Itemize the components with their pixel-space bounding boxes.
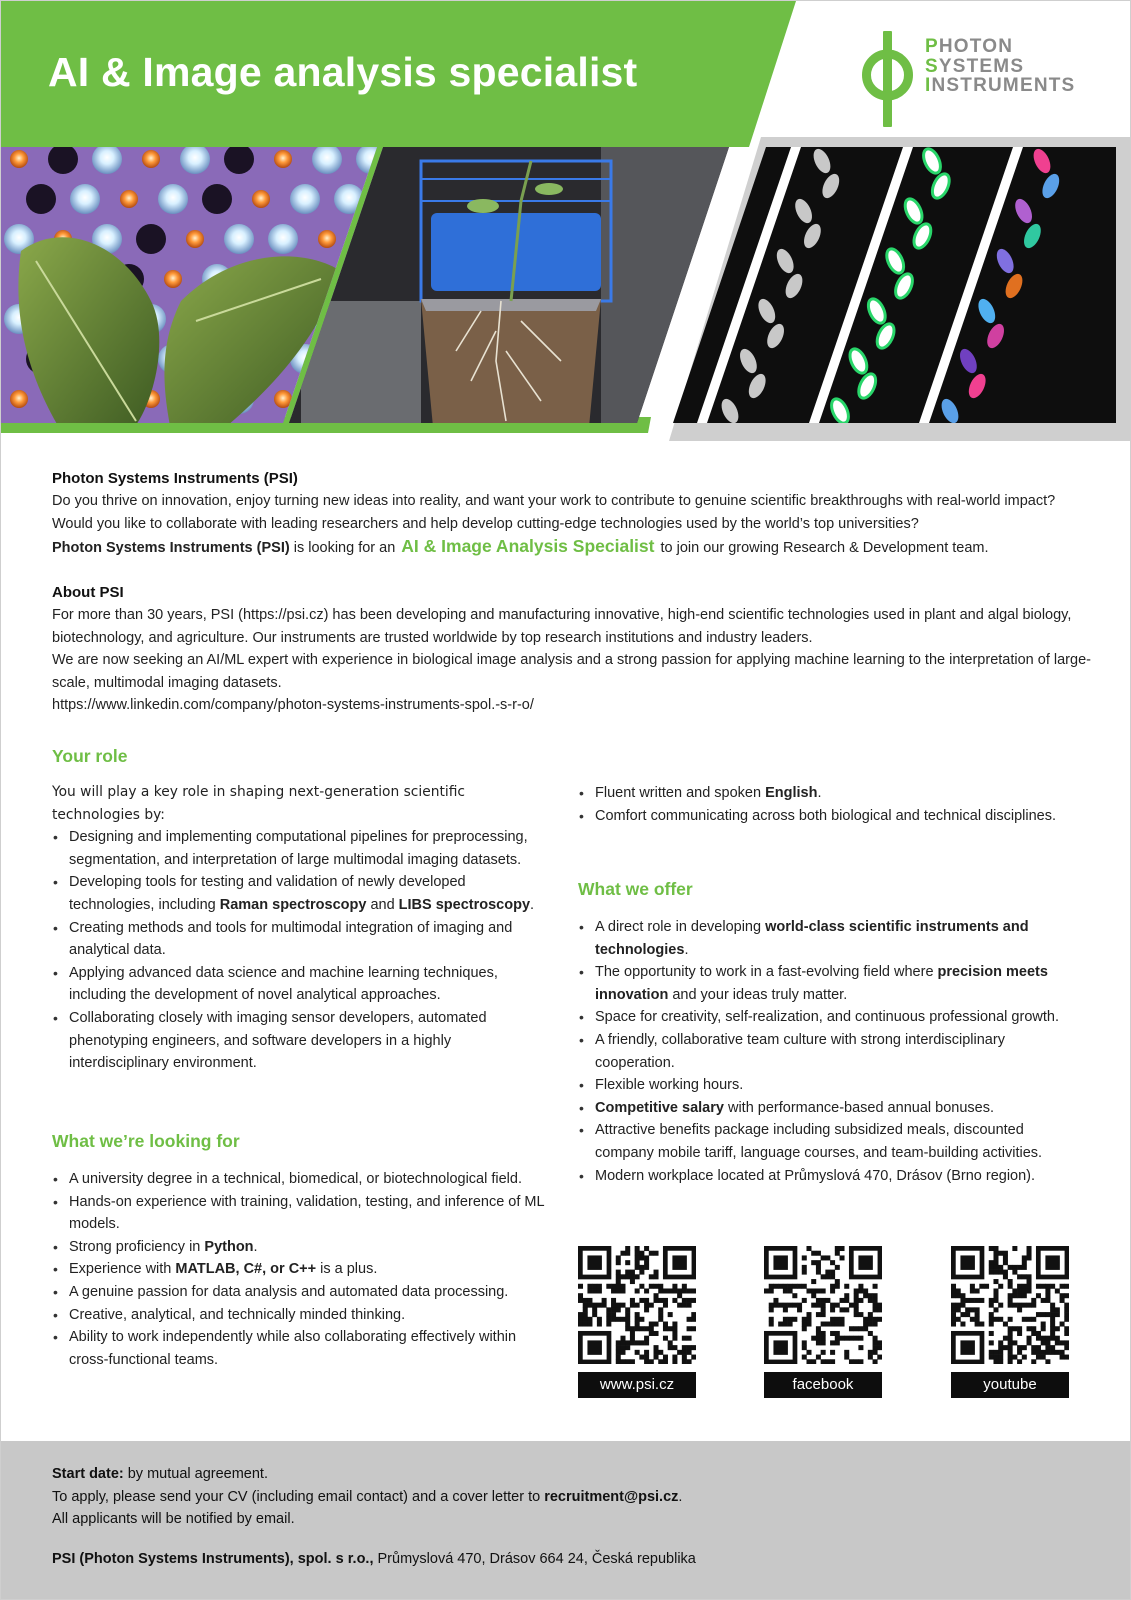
role-section: [52, 781, 552, 1075]
about-paragraph: For more than 30 years, PSI (https://psi.cz) has been developing and manufacturing innovative, high-end scientific technologies used in plant and algal biology, biotechnology, and agriculture. Our instruments are trusted worldwide by top research institutions and industry leaders.: [52, 607, 1072, 646]
address-text: Průmyslová 470, Drásov 664 24, Česká republika: [373, 1551, 696, 1567]
item-text: Applying advanced data science and machine learning techniques, including the development of novel analytical approaches.: [69, 964, 498, 1004]
list-item: [52, 1236, 552, 1259]
logo-initial: S: [925, 55, 939, 77]
item-text: Comfort communicating across both biological and technical disciplines.: [595, 807, 1057, 824]
offer-section: [578, 916, 1078, 1187]
item-text: The opportunity to work in a fast-evolving field where: [595, 964, 938, 981]
start-date-line: [52, 1463, 682, 1486]
item-text: Experience with: [69, 1261, 176, 1278]
logo-word: YSTEMS: [938, 55, 1025, 77]
list-item: [52, 1007, 552, 1075]
logo-word: HOTON: [938, 36, 1014, 57]
bold-text: Python: [204, 1238, 254, 1255]
item-text: and: [366, 896, 399, 913]
list-item: [52, 1191, 552, 1236]
list-item: [578, 782, 1078, 805]
item-text: A university degree in a technical, biomedical, or biotechnological field.: [69, 1171, 522, 1187]
bold-text: Raman spectroscopy: [219, 896, 367, 913]
qr-label-youtube: youtube: [951, 1372, 1069, 1398]
list-item: [52, 1281, 552, 1304]
logo-wordmark: [925, 37, 1075, 96]
bold-text: Competitive salary: [595, 1099, 724, 1116]
item-text: Space for creativity, self-realization, and continuous professional growth.: [595, 1009, 1059, 1026]
looking-for-heading: What we’re looking for: [52, 1131, 240, 1151]
apply-line: [52, 1486, 682, 1509]
item-text: Collaborating closely with imaging sensor developers, automated phenotyping engineers, and software developers in a highly interdisciplinary environment.: [69, 1009, 487, 1072]
what-we-offer-heading: What we offer: [578, 879, 693, 899]
qr-facebook[interactable]: [764, 1246, 882, 1398]
list-item: [578, 961, 1078, 1006]
item-text: .: [253, 1238, 258, 1255]
list-item: [52, 962, 552, 1007]
application-info: [52, 1463, 682, 1531]
item-text: with performance-based annual bonuses.: [723, 1099, 994, 1116]
intro-heading: Photon Systems Instruments (PSI): [52, 470, 298, 487]
recruitment-email-link[interactable]: recruitment@psi.cz: [544, 1488, 679, 1505]
company-address: [52, 1551, 696, 1567]
item-text: Attractive benefits package including subsidized meals, discounted company mobile tariff, language courses, and team-building activities.: [595, 1122, 1043, 1161]
looking-for-list: [52, 1168, 552, 1371]
about-heading: About PSI: [52, 584, 124, 601]
list-item: [52, 1168, 552, 1191]
item-text: Creating methods and tools for multimodal integration of imaging and analytical data.: [69, 919, 513, 959]
item-text: Creative, analytical, and technically minded thinking.: [69, 1306, 406, 1323]
qr-code-icon: [764, 1246, 882, 1364]
header: [1, 1, 1131, 441]
qr-code-icon: [951, 1246, 1069, 1364]
footer: [1, 1441, 1131, 1600]
notify-line: All applicants will be notified by email.: [52, 1511, 295, 1528]
item-text: Designing and implementing computational pipelines for preprocessing, segmentation, and interpretation of large multimodal imaging datasets.: [69, 829, 528, 868]
looking-for-list-continued: [578, 782, 1078, 827]
role-lead: You will play a key role in shaping next-generation scientific technologies by:: [52, 784, 465, 823]
qr-label-website: www.psi.cz: [578, 1372, 696, 1398]
start-date-value: by mutual agreement.: [123, 1466, 268, 1482]
list-item: [578, 1074, 1078, 1097]
item-text: Developing tools for testing and validation of newly developed technologies, including: [69, 874, 466, 913]
intro-text: Do you thrive on innovation, enjoy turning new ideas into reality, and want your work to contribute to genuine scientific breakthroughs with real-world impact? Would you like to collaborate with leading researchers and help develop cutting-edge technologies used by the world’s top universities?: [52, 493, 1056, 532]
list-item: [578, 1165, 1078, 1188]
item-text: A direct role in developing: [595, 919, 766, 935]
job-title: AI & Image analysis specialist: [48, 49, 638, 95]
psi-logo: [861, 27, 1081, 125]
about-paragraph: We are now seeking an AI/ML expert with experience in biological image analysis and a strong passion for applying machine learning to the interpretation of large-scale, multimodal imaging datasets.: [52, 652, 1091, 691]
item-text: Modern workplace located at Průmyslová 470, Drásov (Brno region).: [595, 1167, 1036, 1184]
looking-for-section: [52, 1168, 552, 1371]
item-text: and your ideas truly matter.: [668, 986, 848, 1003]
position-highlight: AI & Image Analysis Specialist: [401, 536, 655, 557]
list-item: [578, 1097, 1078, 1120]
bold-text: precision meets innovation: [595, 964, 1048, 1003]
logo-initial: I: [925, 75, 932, 96]
looking-for-continued: [578, 782, 1078, 827]
intro-callout: [52, 535, 1092, 560]
company-name: Photon Systems Instruments (PSI): [52, 540, 290, 557]
list-item: [52, 1304, 552, 1327]
bold-text: world-class scientific instruments and technologies: [595, 919, 1029, 958]
list-item: [578, 916, 1078, 961]
qr-label-facebook: facebook: [764, 1372, 882, 1398]
intro-section: [52, 468, 1092, 560]
list-item: [52, 1326, 552, 1371]
item-text: Ability to work independently while also collaborating effectively within cross-functional teams.: [69, 1329, 517, 1368]
item-text: .: [530, 896, 535, 913]
apply-text-end: .: [678, 1488, 683, 1505]
list-item: [52, 826, 552, 871]
item-text: Strong proficiency in: [69, 1238, 205, 1255]
intro-text-part: is looking for an: [289, 540, 396, 557]
qr-website[interactable]: [578, 1246, 696, 1398]
item-text: is a plus.: [316, 1261, 378, 1278]
start-date-label: Start date:: [52, 1466, 124, 1482]
item-text: .: [817, 785, 822, 801]
list-item: [578, 1006, 1078, 1029]
company-legal-name: PSI (Photon Systems Instruments), spol. s r.o.,: [52, 1551, 374, 1567]
logo-initial: P: [925, 36, 939, 57]
apply-text: To apply, please send your CV (including email contact) and a cover letter to: [52, 1488, 545, 1505]
list-item: [578, 805, 1078, 828]
item-text: Flexible working hours.: [595, 1077, 744, 1094]
phi-logo-icon: [861, 31, 913, 127]
item-text: A friendly, collaborative team culture with strong interdisciplinary cooperation.: [595, 1031, 1005, 1071]
list-item: [52, 1258, 552, 1281]
role-list: [52, 826, 552, 1075]
list-item: [52, 917, 552, 962]
linkedin-link[interactable]: https://www.linkedin.com/company/photon-systems-instruments-spol.-s-r-o/: [52, 697, 534, 714]
list-item: [578, 1029, 1078, 1074]
about-section: [52, 582, 1092, 717]
qr-youtube[interactable]: [951, 1246, 1069, 1398]
bold-text: English: [765, 785, 818, 801]
list-item: [578, 1119, 1078, 1164]
intro-text-part: to join our growing Research & Development team.: [660, 540, 989, 557]
bold-text: MATLAB, C#, or C++: [175, 1261, 317, 1278]
item-text: .: [684, 941, 689, 958]
offer-list: [578, 916, 1078, 1187]
item-text: Hands-on experience with training, validation, testing, and inference of ML models.: [69, 1193, 545, 1233]
logo-word: NSTRUMENTS: [931, 75, 1076, 96]
item-text: A genuine passion for data analysis and automated data processing.: [69, 1283, 509, 1300]
your-role-heading: Your role: [52, 746, 128, 766]
item-text: Fluent written and spoken: [595, 785, 766, 801]
list-item: [52, 871, 552, 916]
bold-text: LIBS spectroscopy: [398, 896, 531, 913]
qr-code-icon: [578, 1246, 696, 1364]
